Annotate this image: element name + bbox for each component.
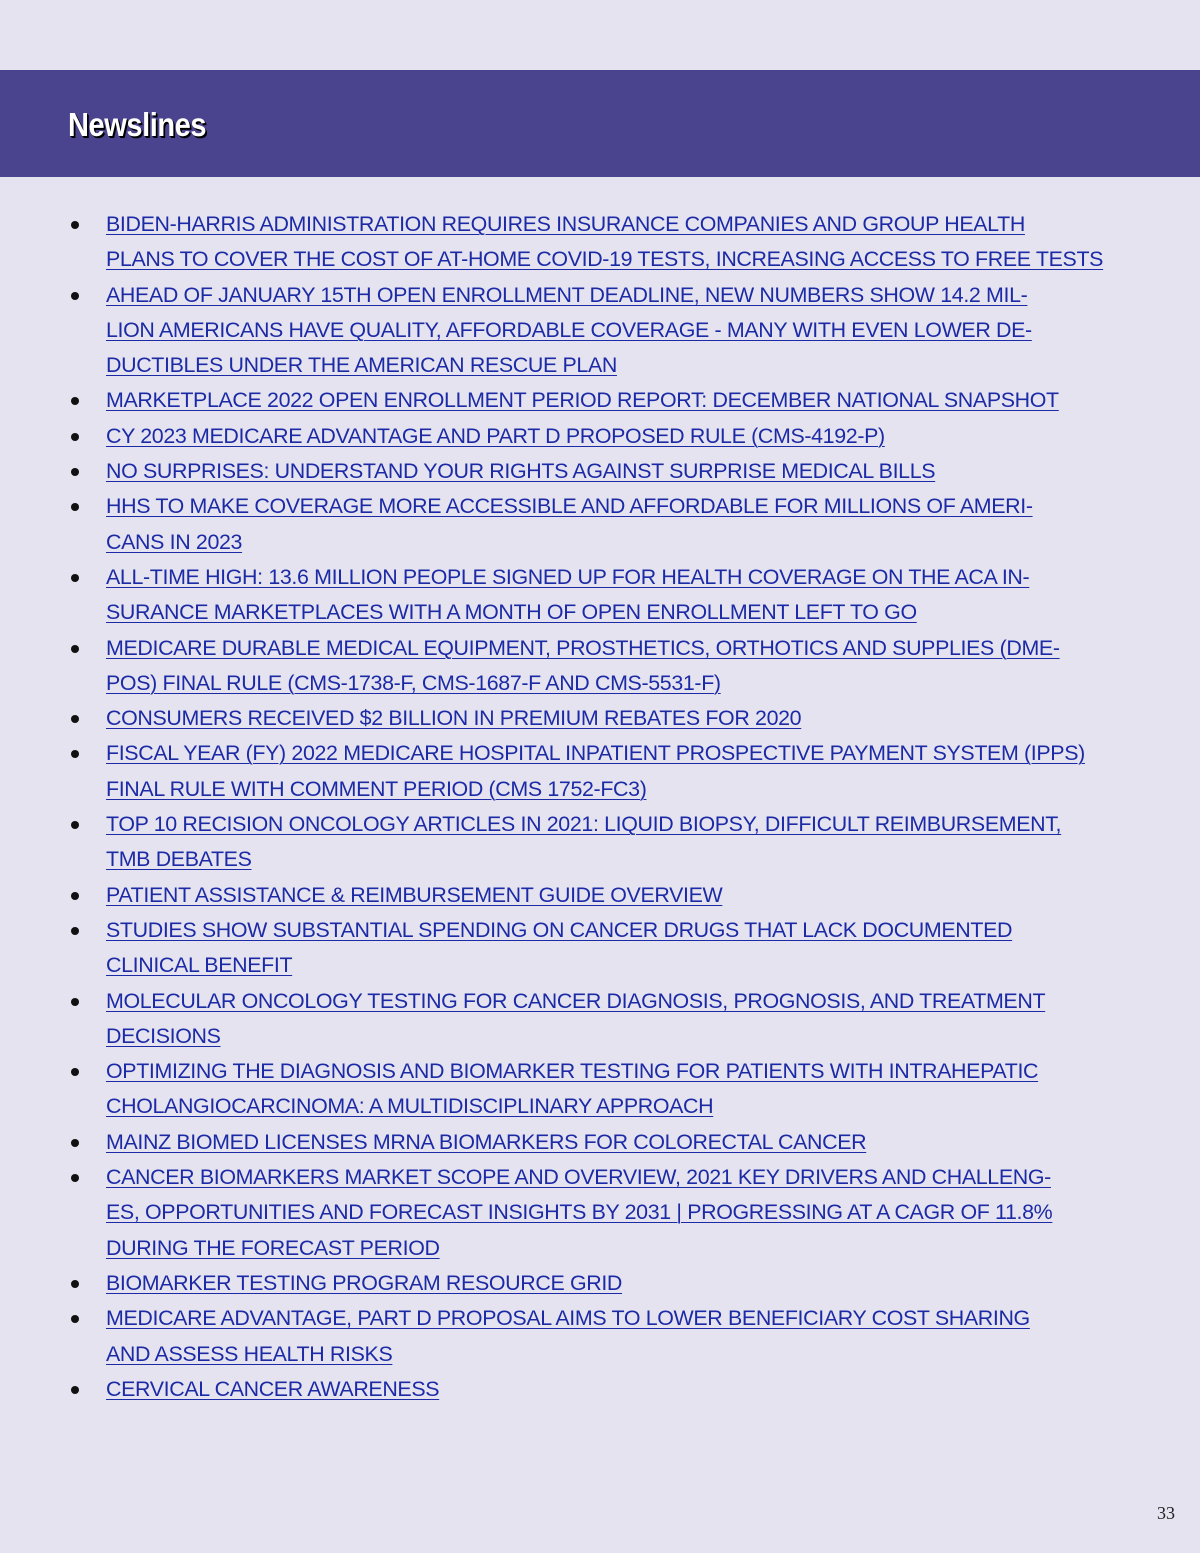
newsline-link-text: SURANCE MARKETPLACES WITH A MONTH OF OPEN ENROLLMENT LEFT TO GO <box>106 600 917 625</box>
newsline-link[interactable] <box>106 1306 1030 1365</box>
newsline-link-text: POS) FINAL RULE (CMS-1738-F, CMS-1687-F AND CMS-5531-F) <box>106 670 721 695</box>
bullet-icon <box>71 1280 79 1288</box>
list-item <box>66 560 1146 631</box>
newsline-link-text: PATIENT ASSISTANCE & REIMBURSEMENT GUIDE OVERVIEW <box>106 882 723 907</box>
newsline-link-text: LION AMERICANS HAVE QUALITY, AFFORDABLE COVERAGE - MANY WITH EVEN LOWER DE- <box>106 317 1032 342</box>
newsline-link[interactable] <box>106 1271 622 1295</box>
newsline-link[interactable] <box>106 1165 1052 1260</box>
list-item <box>66 454 1146 489</box>
newsline-link[interactable] <box>106 1130 866 1154</box>
newsline-link[interactable] <box>106 494 1033 553</box>
newsline-link[interactable] <box>106 212 1103 271</box>
newsline-link-text: CHOLANGIOCARCINOMA: A MULTIDISCIPLINARY APPROACH <box>106 1094 714 1119</box>
newsline-link-text: AND ASSESS HEALTH RISKS <box>106 1341 393 1366</box>
bullet-icon <box>71 927 79 935</box>
newsline-link[interactable] <box>106 565 1029 624</box>
newsline-link-text: OPTIMIZING THE DIAGNOSIS AND BIOMARKER TESTING FOR PATIENTS WITH INTRAHEPATIC <box>106 1059 1039 1084</box>
bullet-icon <box>71 1315 79 1323</box>
bullet-icon <box>71 1068 79 1076</box>
bullet-icon <box>71 892 79 900</box>
list-item <box>66 1160 1146 1266</box>
newsline-link-text: ALL-TIME HIGH: 13.6 MILLION PEOPLE SIGNED UP FOR HEALTH COVERAGE ON THE ACA IN- <box>106 564 1030 589</box>
list-item <box>66 701 1146 736</box>
newsline-link-text: CONSUMERS RECEIVED $2 BILLION IN PREMIUM REBATES FOR 2020 <box>106 706 802 731</box>
list-item <box>66 807 1146 878</box>
newsline-link-text: DURING THE FORECAST PERIOD <box>106 1235 440 1260</box>
bullet-icon <box>71 1174 79 1182</box>
newsline-link-text: CANS IN 2023 <box>106 529 243 554</box>
bullet-icon <box>71 750 79 758</box>
newsline-link-text: BIOMARKER TESTING PROGRAM RESOURCE GRID <box>106 1270 623 1295</box>
newsline-link[interactable] <box>106 706 801 730</box>
bullet-icon <box>71 433 79 441</box>
list-item <box>66 984 1146 1055</box>
newsline-link-text: MEDICARE DURABLE MEDICAL EQUIPMENT, PROSTHETICS, ORTHOTICS AND SUPPLIES (DME- <box>106 635 1060 660</box>
bullet-icon <box>71 503 79 511</box>
newsline-link-text: MEDICARE ADVANTAGE, PART D PROPOSAL AIMS TO LOWER BENEFICIARY COST SHARING <box>106 1306 1030 1331</box>
newsline-link-text: TOP 10 RECISION ONCOLOGY ARTICLES IN 2021: LIQUID BIOPSY, DIFFICULT REIMBURSEMENT, <box>106 812 1062 837</box>
newsline-link-text: HHS TO MAKE COVERAGE MORE ACCESSIBLE AND AFFORDABLE FOR MILLIONS OF AMERI- <box>106 494 1033 519</box>
newslines-list <box>66 207 1146 1407</box>
newsline-link-text: MARKETPLACE 2022 OPEN ENROLLMENT PERIOD REPORT: DECEMBER NATIONAL SNAPSHOT <box>106 388 1059 413</box>
bullet-icon <box>71 221 79 229</box>
list-item <box>66 913 1146 984</box>
list-item <box>66 1266 1146 1301</box>
newsline-link[interactable] <box>106 883 722 907</box>
newsline-link[interactable] <box>106 741 1085 800</box>
bullet-icon <box>71 292 79 300</box>
newsline-link-text: DECISIONS <box>106 1023 221 1048</box>
list-item <box>66 631 1146 702</box>
list-item <box>66 736 1146 807</box>
newsline-link-text: MAINZ BIOMED LICENSES MRNA BIOMARKERS FOR COLORECTAL CANCER <box>106 1129 867 1154</box>
page-title: Newslines <box>68 106 207 143</box>
list-item <box>66 878 1146 913</box>
newsline-link[interactable] <box>106 636 1060 695</box>
list-item <box>66 419 1146 454</box>
newsline-link-text: ES, OPPORTUNITIES AND FORECAST INSIGHTS BY 2031 | PROGRESSING AT A CAGR OF 11.8% <box>106 1200 1053 1225</box>
bullet-icon <box>71 645 79 653</box>
newsline-link-text: DUCTIBLES UNDER THE AMERICAN RESCUE PLAN <box>106 353 617 378</box>
newsline-link[interactable] <box>106 1377 439 1401</box>
newsline-link[interactable] <box>106 388 1059 412</box>
list-item <box>66 207 1146 278</box>
newsline-link-text: CLINICAL BENEFIT <box>106 953 293 978</box>
newsline-link-text: NO SURPRISES: UNDERSTAND YOUR RIGHTS AGAINST SURPRISE MEDICAL BILLS <box>106 459 936 484</box>
newsline-link-text: FISCAL YEAR (FY) 2022 MEDICARE HOSPITAL INPATIENT PROSPECTIVE PAYMENT SYSTEM (IPPS) <box>106 741 1085 766</box>
list-item <box>66 1372 1146 1407</box>
bullet-icon <box>71 998 79 1006</box>
newsline-link[interactable] <box>106 918 1012 977</box>
bullet-icon <box>71 397 79 405</box>
newsline-link-text: BIDEN-HARRIS ADMINISTRATION REQUIRES INSURANCE COMPANIES AND GROUP HEALTH <box>106 212 1025 236</box>
newsline-link-text: TMB DEBATES <box>106 847 252 872</box>
newsline-link[interactable] <box>106 812 1061 871</box>
bullet-icon <box>71 1386 79 1394</box>
list-item <box>66 383 1146 418</box>
list-item <box>66 1054 1146 1125</box>
newsline-link[interactable] <box>106 989 1045 1048</box>
bullet-icon <box>71 821 79 829</box>
page-number: 33 <box>1157 1503 1175 1523</box>
newsline-link[interactable] <box>106 424 885 448</box>
newsline-link-text: MOLECULAR ONCOLOGY TESTING FOR CANCER DIAGNOSIS, PROGNOSIS, AND TREATMENT <box>106 988 1046 1013</box>
newsline-link-text: CANCER BIOMARKERS MARKET SCOPE AND OVERVIEW, 2021 KEY DRIVERS AND CHALLENG- <box>106 1165 1051 1190</box>
newsline-link[interactable] <box>106 459 935 483</box>
newsline-link-text: CERVICAL CANCER AWARENESS <box>106 1376 440 1401</box>
bullet-icon <box>71 468 79 476</box>
newsline-link-text: CY 2023 MEDICARE ADVANTAGE AND PART D PROPOSED RULE (CMS-4192-P) <box>106 423 885 448</box>
newsline-link-text: AHEAD OF JANUARY 15TH OPEN ENROLLMENT DEADLINE, NEW NUMBERS SHOW 14.2 MIL- <box>106 282 1028 307</box>
newsline-link[interactable] <box>106 1059 1038 1118</box>
list-item <box>66 278 1146 384</box>
newsline-link-text: FINAL RULE WITH COMMENT PERIOD (CMS 1752-FC3) <box>106 776 647 801</box>
list-item <box>66 1301 1146 1372</box>
newsline-link-text: STUDIES SHOW SUBSTANTIAL SPENDING ON CANCER DRUGS THAT LACK DOCUMENTED <box>106 917 1013 942</box>
newsline-link[interactable] <box>106 283 1032 378</box>
bullet-icon <box>71 1139 79 1147</box>
bullet-icon <box>71 574 79 582</box>
list-item <box>66 1125 1146 1160</box>
bullet-icon <box>71 715 79 723</box>
list-item <box>66 489 1146 560</box>
newsline-link-text: PLANS TO COVER THE COST OF AT-HOME COVID-19 TESTS, INCREASING ACCESS TO FREE TESTS <box>106 247 1104 272</box>
